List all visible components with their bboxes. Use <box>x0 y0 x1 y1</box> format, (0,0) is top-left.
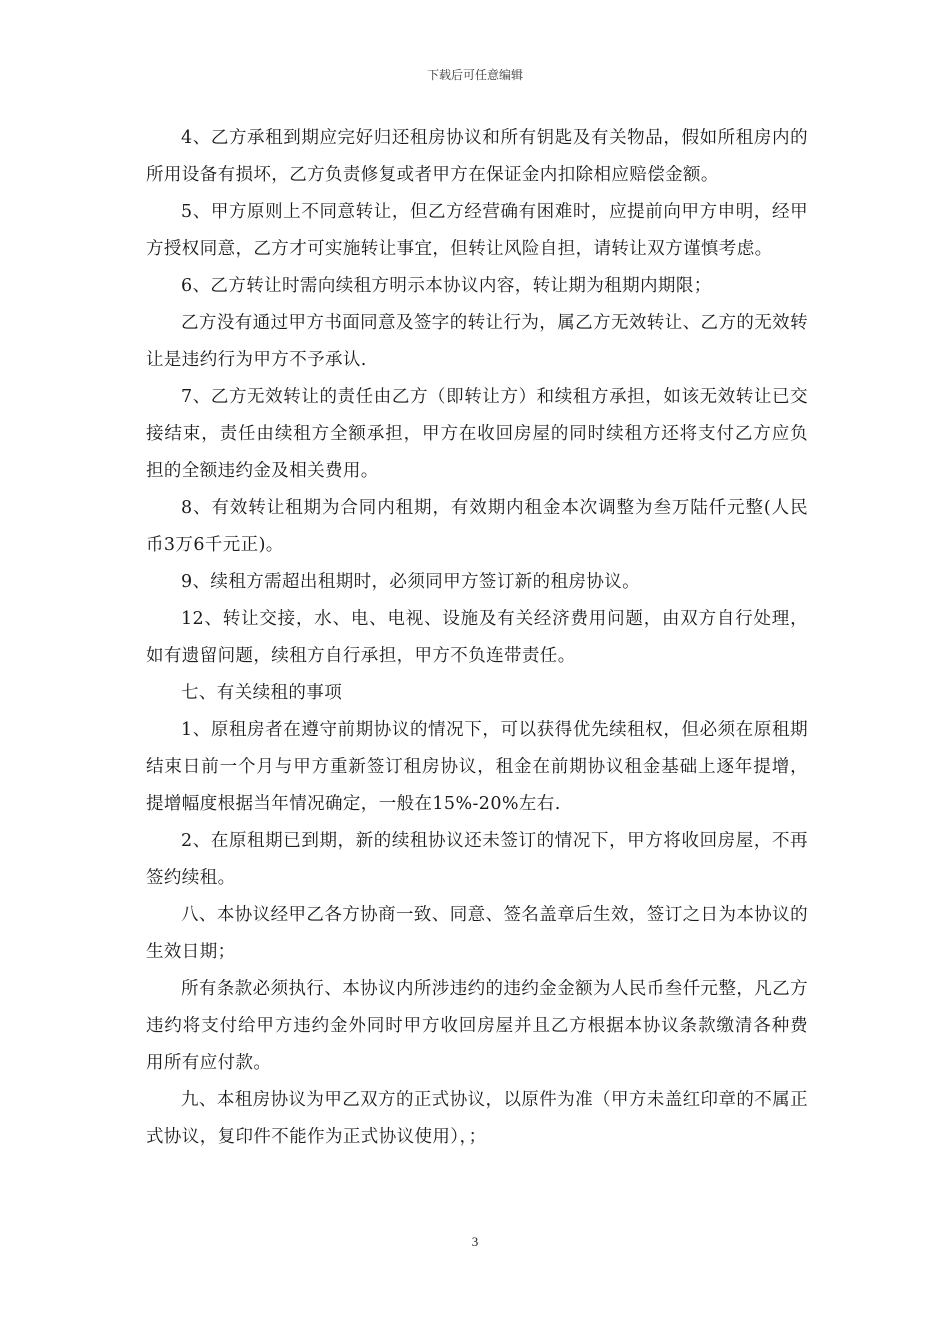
page-header: 下载后可任意编辑 <box>426 68 523 82</box>
paragraph-clause-7: 7、乙方无效转让的责任由乙方（即转让方）和续租方承担，如该无效转让已交接结束，责任由续租方全额承担，甲方在收回房屋的同时续租方还将支付乙方应负担的全额违约金及相关费用。 <box>146 387 808 481</box>
paragraph-clause-4: 4、乙方承租到期应完好归还租房协议和所有钥匙及有关物品，假如所租房内的所用设备有损坏，乙方负责修复或者甲方在保证金内扣除相应赔偿金额。 <box>146 128 808 185</box>
paragraph-clause-5: 5、甲方原则上不同意转让，但乙方经营确有困难时，应提前向甲方申明，经甲方授权同意，乙方才可实施转让事宜，但转让风险自担，请转让双方谨慎考虑。 <box>146 202 808 259</box>
page-number: 3 <box>471 1234 479 1249</box>
paragraph-clause-12: 12、转让交接，水、电、电视、设施及有关经济费用问题，由双方自行处理，如有遗留问题，续租方自行承担，甲方不负连带责任。 <box>146 609 808 666</box>
paragraph-section-8: 八、本协议经甲乙各方协商一致、同意、签名盖章后生效，签订之日为本协议的生效日期； <box>146 905 808 962</box>
section-heading-renewal: 七、有关续租的事项 <box>181 683 343 703</box>
paragraph-clause-9: 9、续租方需超出租期时，必须同甲方签订新的租房协议。 <box>181 572 641 592</box>
paragraph-clause-6: 6、乙方转让时需向续租方明示本协议内容，转让期为租期内期限； <box>181 276 712 296</box>
paragraph-section-9: 九、本租房协议为甲乙双方的正式协议，以原件为准（甲方未盖红印章的不属正式协议，复印件不能作为正式协议使用），； <box>146 1090 808 1147</box>
paragraph-penalty: 所有条款必须执行、本协议内所涉违约的违约金金额为人民币叁仟元整，凡乙方违约将支付给甲方违约金外同时甲方收回房屋并且乙方根据本协议条款缴清各种费用所有应付款。 <box>146 979 808 1073</box>
paragraph-renewal-2: 2、在原租期已到期，新的续租协议还未签订的情况下，甲方将收回房屋，不再签约续租。 <box>146 831 808 888</box>
paragraph-invalid-transfer: 乙方没有通过甲方书面同意及签字的转让行为，属乙方无效转让、乙方的无效转让是违约行为甲方不予承认. <box>146 313 808 370</box>
paragraph-clause-8: 8、有效转让租期为合同内租期，有效期内租金本次调整为叁万陆仟元整(人民币3万6千元正)。 <box>146 498 808 555</box>
document-body <box>146 120 808 1156</box>
paragraph-renewal-1: 1、原租房者在遵守前期协议的情况下，可以获得优先续租权，但必须在原租期结束日前一个月与甲方重新签订租房协议，租金在前期协议租金基础上逐年提增，提增幅度根据当年情况确定，一般在15%-20%左右. <box>146 720 808 814</box>
